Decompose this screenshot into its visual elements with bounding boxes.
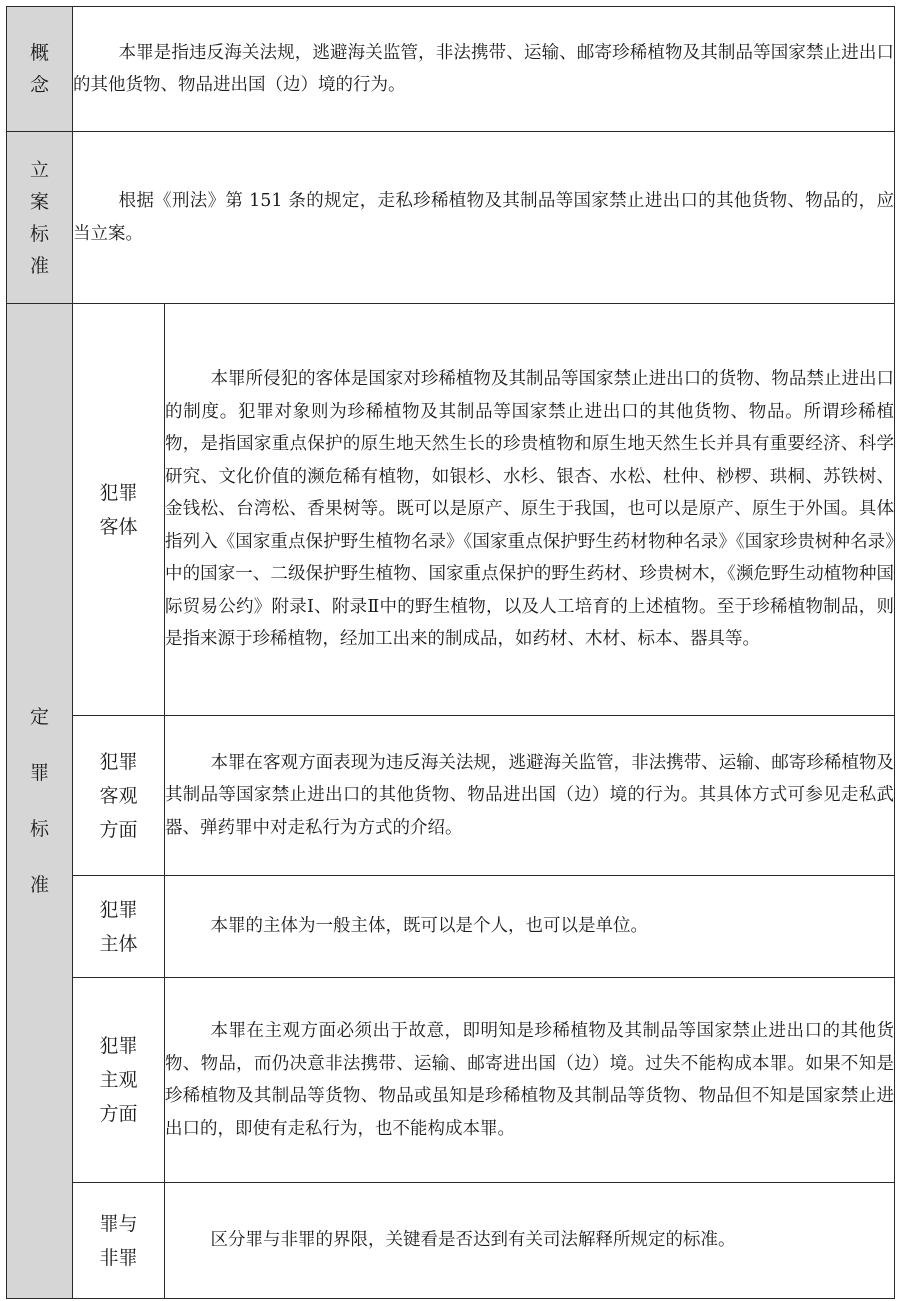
subrow-text-crime-vs-noncrime: 区分罪与非罪的界限，关键看是否达到有关司法解释所规定的标准。 [165,1183,895,1299]
conviction-label: 定 罪 标 准 [7,304,73,1299]
concept-text: 本罪是指违反海关法规，逃避海关监管，非法携带、运输、邮寄珍稀植物及其制品等国家禁止进出口的其他货物、物品进出国（边）境的行为。 [73,7,895,132]
subrow-label-subject: 犯罪 主体 [73,876,165,978]
conviction-subrow-object [7,304,895,716]
subrow-text-object: 本罪所侵犯的客体是国家对珍稀植物及其制品等国家禁止进出口的货物、物品禁止进出口的制度。犯罪对象则为珍稀植物及其制品等国家禁止进出口的其他货物、物品。所谓珍稀植物，是指国家重点保护的原生地天然生长的珍贵植物和原生地天然生长并具有重要经济、科学研究、文化价值的濒危稀有植物，如银杉、水杉、银杏、水松、杜仲、桫椤、珙桐、苏铁树、金钱松、台湾松、香果树等。既可以是原产、原生于我国，也可以是原产、原生于外国。具体指列入《国家重点保护野生植物名录》《国家重点保护野生药材物种名录》《国家珍贵树种名录》中的国家一、二级保护野生植物、国家重点保护的野生药材、珍贵树木，《濒危野生动植物种国际贸易公约》附录Ⅰ、附录Ⅱ中的野生植物，以及人工培育的上述植物。至于珍稀植物制品，则是指来源于珍稀植物，经加工出来的制成品，如药材、木材、标本、器具等。 [165,304,895,716]
conviction-subrow-subject [7,876,895,978]
filing-row [7,132,895,304]
crime-standard-table [6,6,895,1299]
subrow-text-subject: 本罪的主体为一般主体，既可以是个人，也可以是单位。 [165,876,895,978]
subrow-label-crime-vs-noncrime: 罪与 非罪 [73,1183,165,1299]
subrow-label-object: 犯罪 客体 [73,304,165,716]
subrow-label-subjective: 犯罪 主观 方面 [73,978,165,1183]
subrow-text-subjective: 本罪在主观方面必须出于故意，即明知是珍稀植物及其制品等国家禁止进出口的其他货物、物品，而仍决意非法携带、运输、邮寄进出国（边）境。过失不能构成本罪。如果不知是珍稀植物及其制品等货物、物品或虽知是珍稀植物及其制品等货物、物品但不知是国家禁止进出口的，即使有走私行为，也不能构成本罪。 [165,978,895,1183]
conviction-subrow-crime-vs-noncrime [7,1183,895,1299]
conviction-subrow-objective [7,716,895,876]
filing-label: 立 案 标 准 [7,132,73,304]
filing-text: 根据《刑法》第 151 条的规定，走私珍稀植物及其制品等国家禁止进出口的其他货物、物品的，应当立案。 [73,132,895,304]
conviction-subrow-subjective [7,978,895,1183]
concept-label: 概 念 [7,7,73,132]
subrow-text-objective: 本罪在客观方面表现为违反海关法规，逃避海关监管，非法携带、运输、邮寄珍稀植物及其制品等国家禁止进出口的其他货物、物品进出国（边）境的行为。其具体方式可参见走私武器、弹药罪中对走私行为方式的介绍。 [165,716,895,876]
subrow-label-objective: 犯罪 客观 方面 [73,716,165,876]
concept-row [7,7,895,132]
